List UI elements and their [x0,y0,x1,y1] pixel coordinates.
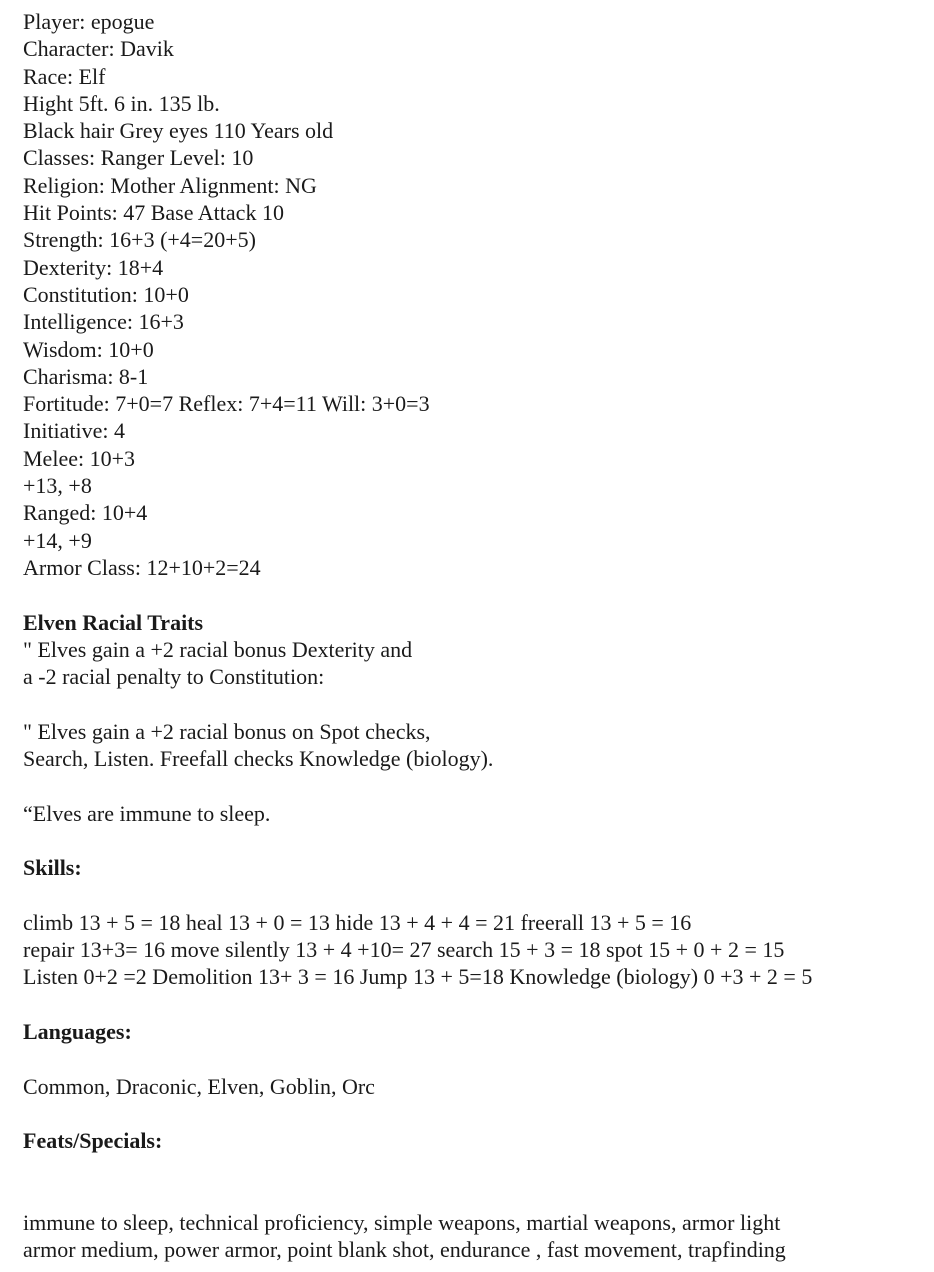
race-line: Race: Elf [23,63,106,89]
skills-heading: Skills: [23,855,82,881]
racial-traits-heading: Elven Racial Traits [23,609,204,635]
saves-line: Fortitude: 7+0=7 Reflex: 7+4=11 Will: 3+0=3 [23,391,430,417]
spacer [23,882,934,909]
racial-traits-section [23,609,934,827]
spacer [23,690,934,717]
languages-heading: Languages: [23,1018,132,1044]
armor-class-line: Armor Class: 12+10+2=24 [23,554,261,580]
constitution-line: Constitution: 10+0 [23,281,189,307]
character-line: Character: Davik [23,36,174,62]
wisdom-line: Wisdom: 10+0 [23,336,154,362]
spacer [23,581,934,608]
ranged-line: Ranged: 10+4 [23,500,148,526]
skills-line: climb 13 + 5 = 18 heal 13 + 0 = 13 hide 13 + 4 + 4 = 21 freerall 13 + 5 = 16 [23,909,692,935]
player-line: Player: epogue [23,9,155,34]
feats-section [23,1127,934,1263]
feats-line: armor medium, power armor, point blank shot, endurance , fast movement, trapfinding [23,1237,786,1263]
trait-line: Search, Listen. Freefall checks Knowledge (biology). [23,746,494,772]
spacer [23,1154,934,1209]
hit-points-line: Hit Points: 47 Base Attack 10 [23,200,284,226]
spacer [23,772,934,799]
religion-line: Religion: Mother Alignment: NG [23,172,317,198]
appearance-line: Black hair Grey eyes 110 Years old [23,118,334,144]
spacer [23,1100,934,1127]
languages-list: Common, Draconic, Elven, Goblin, Orc [23,1073,375,1099]
trait-line: a -2 racial penalty to Constitution: [23,664,325,690]
strength-line: Strength: 16+3 (+4=20+5) [23,227,256,253]
height-line: Hight 5ft. 6 in. 135 lb. [23,90,220,116]
trait-line: " Elves gain a +2 racial bonus Dexterity and [23,636,413,662]
skills-line: repair 13+3= 16 move silently 13 + 4 +10= 27 search 15 + 3 = 18 spot 15 + 0 + 2 = 15 [23,937,785,963]
initiative-line: Initiative: 4 [23,418,126,444]
skills-line: Listen 0+2 =2 Demolition 13+ 3 = 16 Jump 13 + 5=18 Knowledge (biology) 0 +3 + 2 = 5 [23,964,813,990]
melee-attacks-line: +13, +8 [23,473,92,499]
intelligence-line: Intelligence: 16+3 [23,309,184,335]
spacer [23,991,934,1018]
ranged-attacks-line: +14, +9 [23,527,92,553]
spacer [23,827,934,854]
charisma-line: Charisma: 8-1 [23,363,149,389]
skills-section [23,854,934,990]
trait-line: “Elves are immune to sleep. [23,800,271,826]
languages-section [23,1018,934,1100]
trait-line: " Elves gain a +2 racial bonus on Spot checks, [23,718,431,744]
dexterity-line: Dexterity: 18+4 [23,254,164,280]
feats-line: immune to sleep, technical proficiency, simple weapons, martial weapons, armor light [23,1210,781,1236]
stats-block [23,8,934,581]
spacer [23,1045,934,1072]
melee-line: Melee: 10+3 [23,445,135,471]
feats-heading: Feats/Specials: [23,1128,163,1154]
classes-line: Classes: Ranger Level: 10 [23,145,254,171]
